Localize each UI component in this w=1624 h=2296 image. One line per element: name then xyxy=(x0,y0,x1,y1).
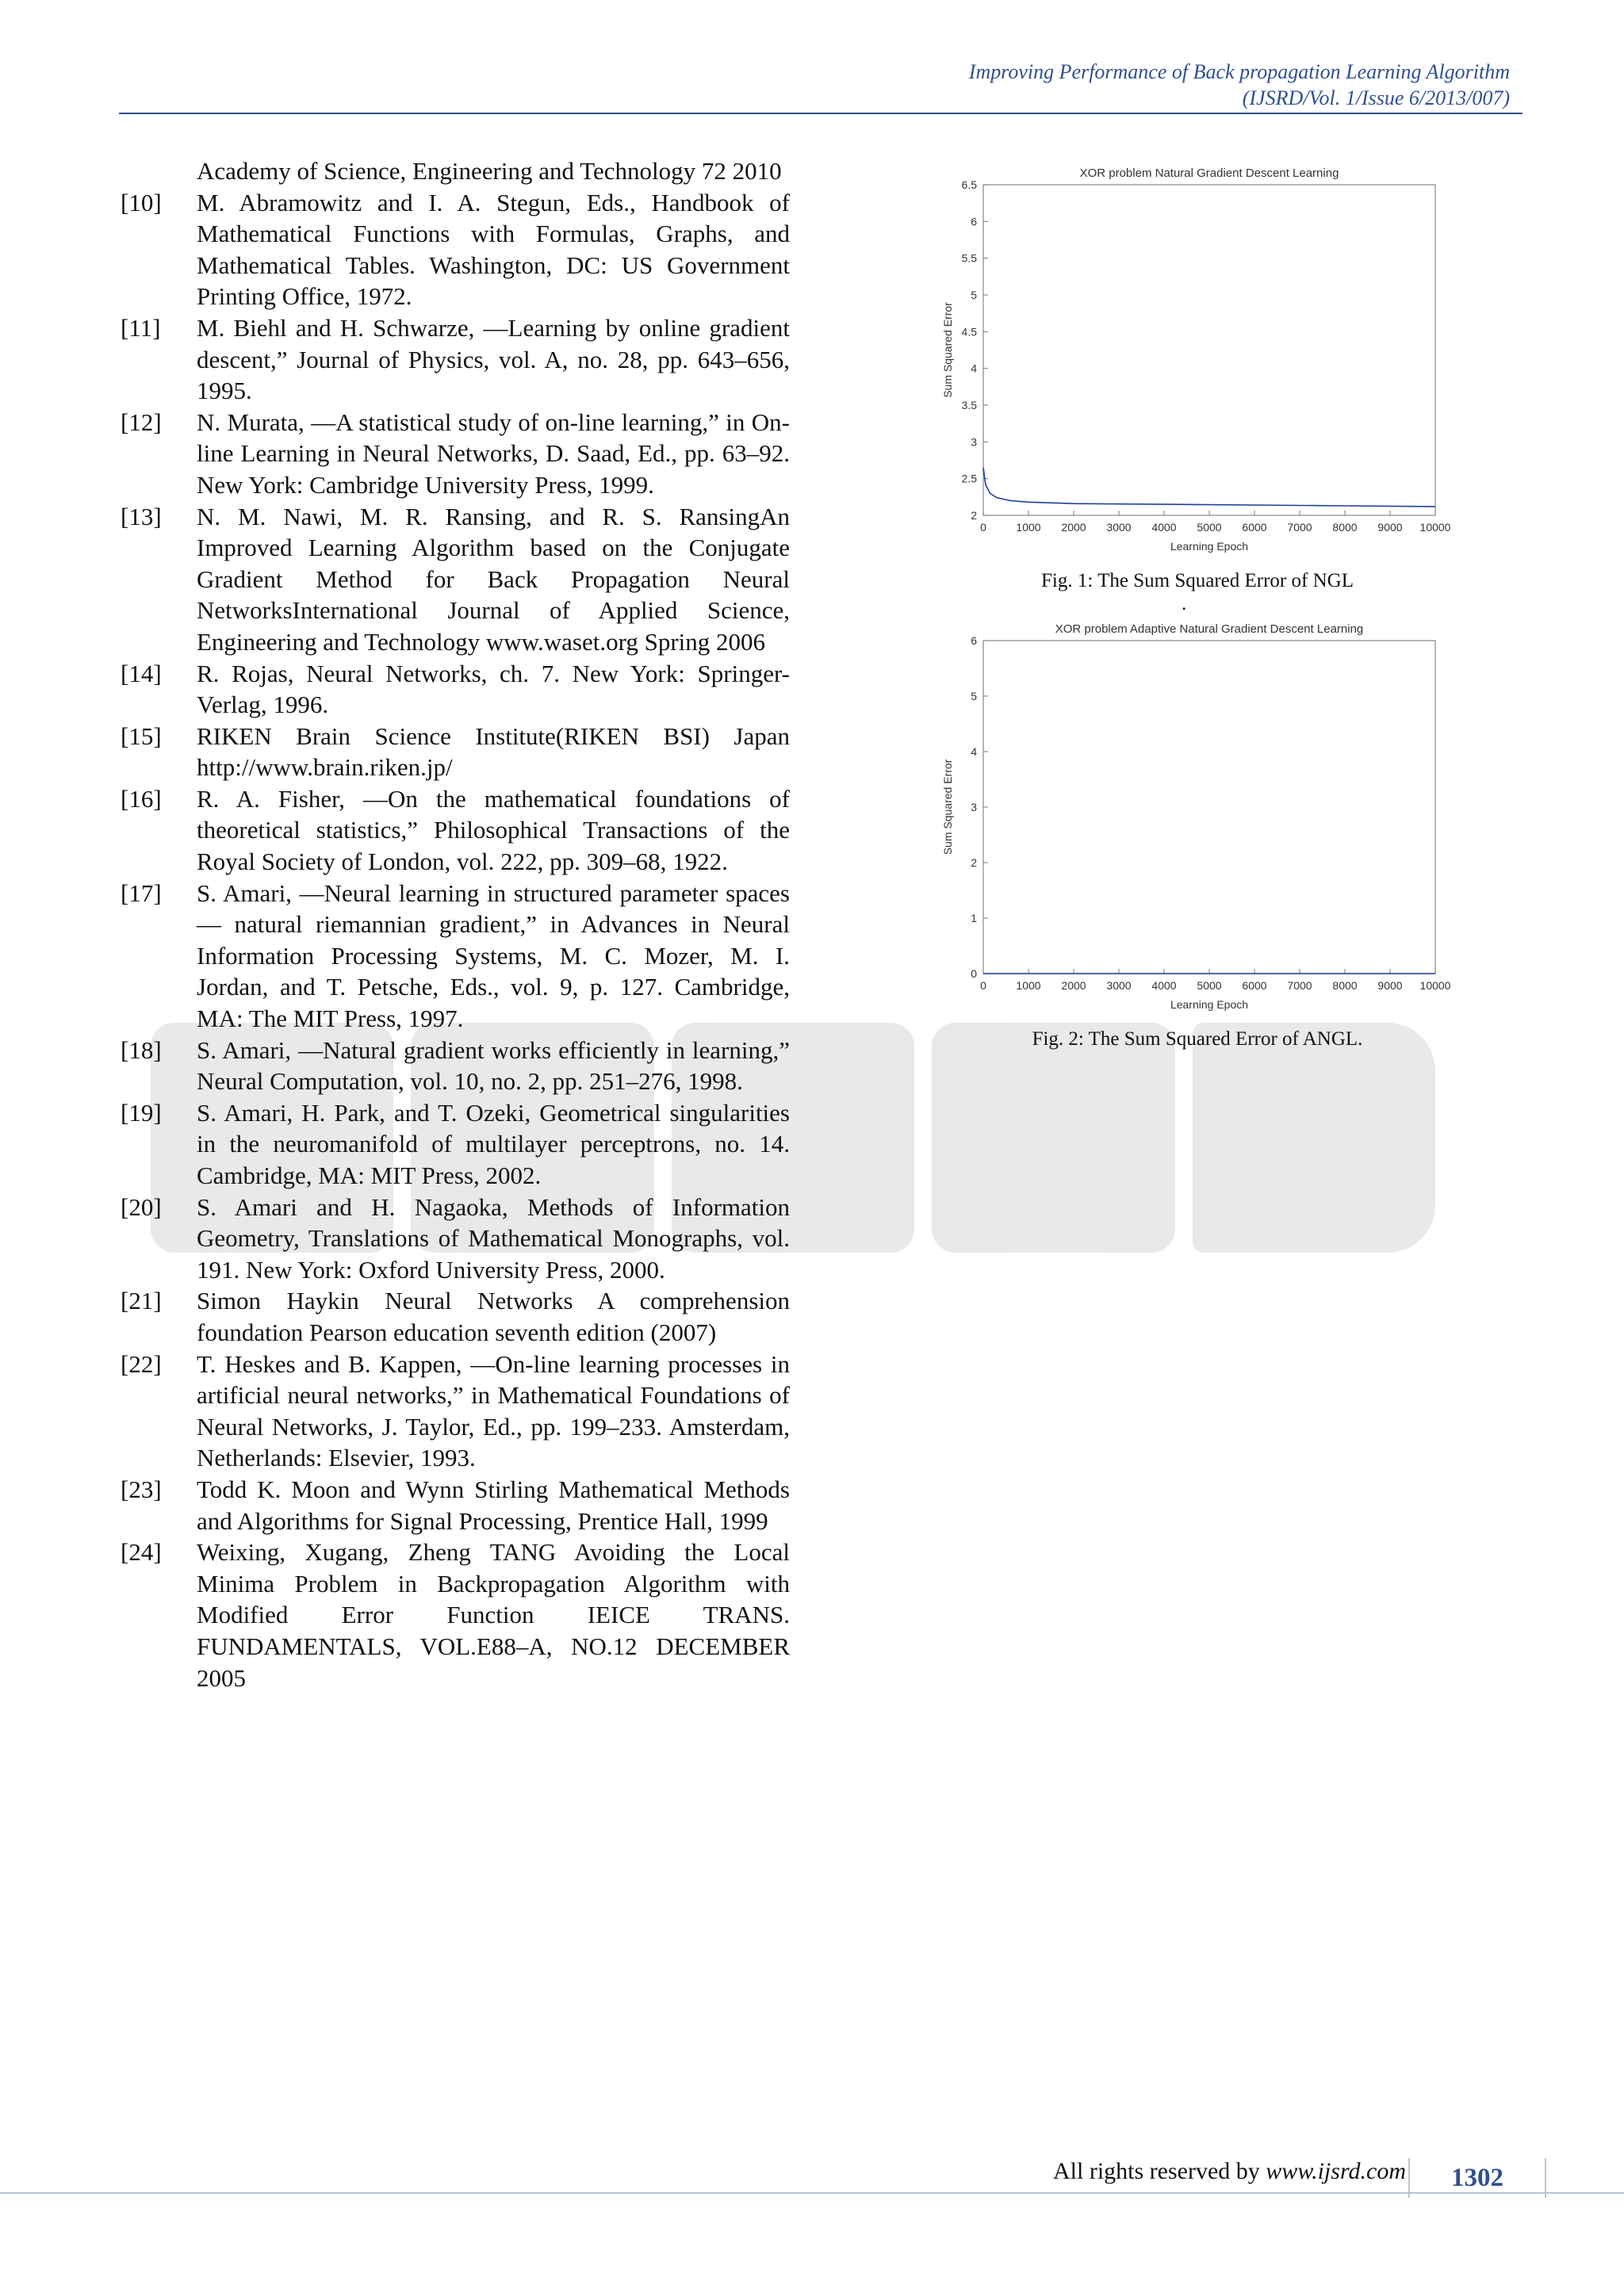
reference-item xyxy=(121,407,790,501)
reference-text: S. Amari, ―Neural learning in structured parameter spaces — natural riemannian gradient,” in Advances in Neural Information Processing Systems, M. C. Mozer, M. I. Jordan, and T. Petsche, Eds., vol. 9, p. 127. Cambridge, MA: The MIT Press, 1997. xyxy=(197,878,790,1033)
y-tick-label: 0 xyxy=(971,967,977,980)
footer-rights xyxy=(1053,2158,1406,2185)
y-tick-label: 5 xyxy=(971,690,977,702)
y-tick-label: 2 xyxy=(971,856,977,869)
y-tick-label: 6 xyxy=(971,215,977,228)
reference-item xyxy=(121,1035,790,1097)
footer-text: All rights reserved by xyxy=(1053,2158,1266,2184)
x-tick-label: 10000 xyxy=(1419,979,1451,992)
reference-text: R. A. Fisher, ―On the mathematical foundations of theoretical statistics,” Philosophical Transactions of the Royal Society of London, vol. 222, pp. 309–68, 1922. xyxy=(197,784,790,876)
x-tick-label: 0 xyxy=(980,979,986,992)
reference-text: S. Amari and H. Nagaoka, Methods of Information Geometry, Translations of Mathematical Monographs, vol. 191. New York: Oxford University Press, 2000. xyxy=(197,1192,790,1284)
figure-1 xyxy=(936,163,1459,593)
y-axis-label: Sum Squared Error xyxy=(941,302,954,398)
y-tick-label: 4 xyxy=(971,362,977,375)
reference-number: [11] xyxy=(121,313,161,342)
y-axis-label: Sum Squared Error xyxy=(941,759,954,855)
plot-frame xyxy=(983,641,1435,974)
chart-angl xyxy=(936,618,1459,1021)
x-tick-label: 5000 xyxy=(1197,979,1222,992)
reference-number: [20] xyxy=(121,1192,162,1221)
reference-number: [13] xyxy=(121,502,162,530)
running-header xyxy=(969,59,1510,111)
reference-item xyxy=(121,721,790,783)
reference-item xyxy=(121,1192,790,1286)
page-number: 1302 xyxy=(1408,2158,1546,2198)
y-tick-label: 4.5 xyxy=(961,325,977,339)
chart-title: XOR problem Natural Gradient Descent Learning xyxy=(1079,166,1339,180)
x-tick-label: 2000 xyxy=(1061,521,1086,534)
reference-item xyxy=(121,155,790,187)
x-axis-label: Learning Epoch xyxy=(1170,540,1249,553)
reference-item xyxy=(121,658,790,721)
reference-text: N. Murata, ―A statistical study of on-line learning,” in On-line Learning in Neural Networks, D. Saad, Ed., pp. 63–92. New York: Cambridge University Press, 1999. xyxy=(197,408,790,499)
reference-text: S. Amari, H. Park, and T. Ozeki, Geometrical singularities in the neuromanifold of multilayer perceptrons, no. 14. Cambridge, MA: MIT Press, 2002. xyxy=(197,1098,790,1189)
reference-item xyxy=(121,1474,790,1536)
reference-text: Todd K. Moon and Wynn Stirling Mathematical Methods and Algorithms for Signal Processing, Prentice Hall, 1999 xyxy=(197,1475,790,1535)
y-tick-label: 3.5 xyxy=(961,399,977,411)
x-tick-label: 5000 xyxy=(1197,521,1222,534)
chart-title: XOR problem Adaptive Natural Gradient Descent Learning xyxy=(1055,622,1364,636)
reference-number: [16] xyxy=(121,784,162,813)
x-tick-label: 4000 xyxy=(1151,979,1177,992)
x-tick-label: 9000 xyxy=(1377,521,1403,534)
reference-number: [24] xyxy=(121,1538,162,1567)
watermark-letter-r xyxy=(932,1023,1174,1253)
reference-number: [12] xyxy=(121,408,162,436)
x-tick-label: 10000 xyxy=(1419,521,1451,534)
reference-text: Academy of Science, Engineering and Technology 72 2010 xyxy=(197,157,782,185)
reference-item xyxy=(121,1349,790,1474)
header-journal: (IJSRD/Vol. 1/Issue 6/2013/007) xyxy=(1242,86,1510,109)
reference-text: M. Biehl and H. Schwarze, ―Learning by online gradient descent,” Journal of Physics, vol. A, no. 28, pp. 643–656, 1995. xyxy=(197,313,790,405)
x-tick-label: 1000 xyxy=(1016,521,1041,534)
x-tick-label: 6000 xyxy=(1242,521,1267,534)
reference-text: T. Heskes and B. Kappen, ―On-line learning processes in artificial neural networks,” in Mathematical Foundations of Neural Networks, J. Taylor, Ed., pp. 199–233. Amsterdam, Netherlands: Elsevier, 1993. xyxy=(197,1349,790,1472)
series-line xyxy=(983,468,1435,507)
reference-number: [19] xyxy=(121,1098,162,1127)
y-tick-label: 3 xyxy=(971,801,977,813)
reference-item xyxy=(121,1536,790,1693)
watermark-letter-d xyxy=(1193,1023,1435,1253)
reference-number: [22] xyxy=(121,1349,162,1378)
reference-number: [15] xyxy=(121,721,162,750)
y-tick-label: 3 xyxy=(971,435,977,449)
reference-number: [21] xyxy=(121,1287,162,1315)
reference-number xyxy=(121,155,197,187)
footer-site-link[interactable]: www.ijsrd.com xyxy=(1266,2158,1406,2184)
plot-frame xyxy=(983,185,1435,515)
y-tick-label: 4 xyxy=(971,745,977,758)
x-tick-label: 4000 xyxy=(1151,521,1177,534)
y-tick-label: 6 xyxy=(971,634,977,647)
reference-number: [18] xyxy=(121,1035,162,1064)
reference-number: [17] xyxy=(121,878,162,907)
x-tick-label: 1000 xyxy=(1016,979,1041,992)
reference-item xyxy=(121,312,790,407)
x-tick-label: 2000 xyxy=(1061,979,1086,992)
x-axis-label: Learning Epoch xyxy=(1170,998,1249,1011)
x-tick-label: 0 xyxy=(980,521,986,534)
x-tick-label: 3000 xyxy=(1106,979,1132,992)
figure-2 xyxy=(936,618,1459,1051)
y-tick-label: 6.5 xyxy=(961,178,977,191)
reference-list xyxy=(121,155,790,1693)
x-tick-label: 9000 xyxy=(1377,979,1403,992)
reference-text: Weixing, Xugang, Zheng TANG Avoiding the Local Minima Problem in Backpropagation Algorithm with Modified Error Function IEICE TRANS. FUNDAMENTALS, VOL.E88–A, NO.12 DECEMBER 2005 xyxy=(197,1538,790,1692)
x-tick-label: 7000 xyxy=(1287,521,1312,534)
reference-item xyxy=(121,187,790,312)
reference-item xyxy=(121,1285,790,1348)
figure-1-caption: Fig. 1: The Sum Squared Error of NGL xyxy=(1041,570,1354,591)
x-tick-label: 3000 xyxy=(1106,521,1132,534)
reference-number: [14] xyxy=(121,659,162,687)
reference-item xyxy=(121,878,790,1035)
header-title: Improving Performance of Back propagation Learning Algorithm xyxy=(968,60,1510,83)
x-tick-label: 8000 xyxy=(1332,979,1358,992)
chart-ngl xyxy=(936,163,1459,563)
caption-dot: . xyxy=(1182,593,1187,614)
reference-text: M. Abramowitz and I. A. Stegun, Eds., Handbook of Mathematical Functions with Formulas, Graphs, and Mathematical Tables. Washington, DC: US Government Printing Office, 1972. xyxy=(197,188,790,311)
y-tick-label: 2.5 xyxy=(961,472,977,485)
y-tick-label: 2 xyxy=(971,509,977,522)
y-tick-label: 1 xyxy=(971,912,977,924)
y-tick-label: 5.5 xyxy=(961,251,977,265)
reference-item xyxy=(121,1097,790,1192)
reference-text: S. Amari, ―Natural gradient works efficiently in learning,” Neural Computation, vol. 10, no. 2, pp. 251–276, 1998. xyxy=(197,1035,790,1096)
reference-text: RIKEN Brain Science Institute(RIKEN BSI) Japan http://www.brain.riken.jp/ xyxy=(197,721,790,782)
reference-text: R. Rojas, Neural Networks, ch. 7. New York: Springer-Verlag, 1996. xyxy=(197,659,790,719)
reference-item xyxy=(121,501,790,658)
figure-2-caption: Fig. 2: The Sum Squared Error of ANGL. xyxy=(1032,1028,1363,1050)
reference-number: [23] xyxy=(121,1475,162,1503)
reference-item xyxy=(121,783,790,878)
x-tick-label: 7000 xyxy=(1287,979,1312,992)
header-rule xyxy=(119,113,1522,114)
reference-number: [10] xyxy=(121,188,162,216)
x-tick-label: 6000 xyxy=(1242,979,1267,992)
x-tick-label: 8000 xyxy=(1332,521,1358,534)
reference-text: Simon Haykin Neural Networks A comprehension foundation Pearson education seventh edition (2007) xyxy=(197,1287,790,1346)
y-tick-label: 5 xyxy=(971,289,977,301)
reference-text: N. M. Nawi, M. R. Ransing, and R. S. RansingAn Improved Learning Algorithm based on the Conjugate Gradient Method for Back Propagation Neural NetworksInternational Journal of Applied Science, Engineering and Technology www.waset.org Spring 2006 xyxy=(197,502,790,656)
footer-rule xyxy=(0,2192,1624,2194)
